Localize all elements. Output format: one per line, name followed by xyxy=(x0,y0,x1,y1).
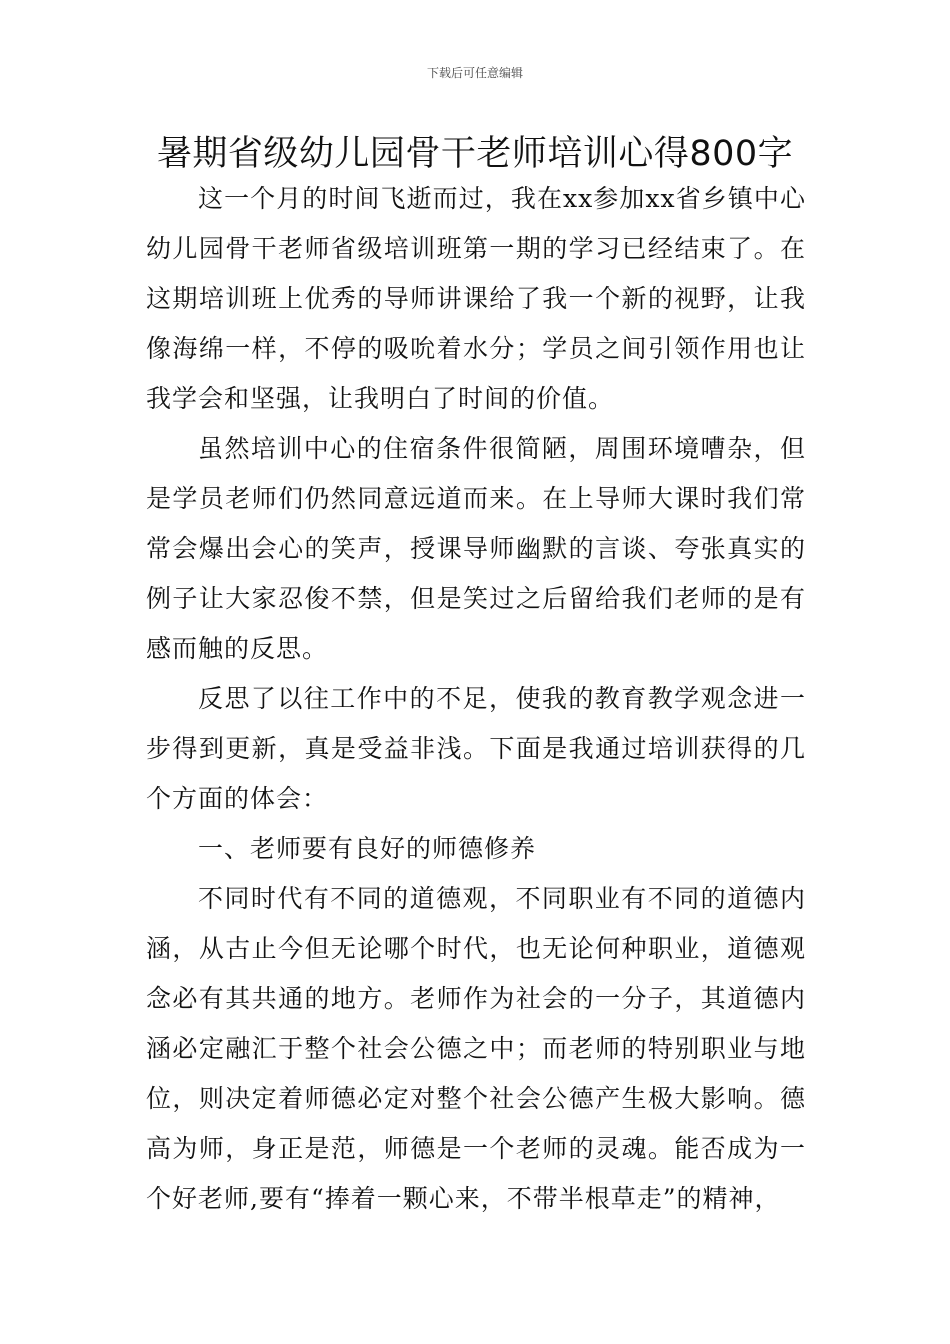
header-note: 下载后可任意编辑 xyxy=(426,66,523,80)
document-title: 暑期省级幼儿园骨干老师培训心得800字 xyxy=(156,134,794,174)
paragraph-2: 虽然培训中心的住宿条件很简陋，周围环境嘈杂，但是学员老师们仍然同意远道而来。在上导师大课时我们常常会爆出会心的笑声，授课导师幽默的言谈、夸张真实的例子让大家忍俊不禁，但是笑过之后留给我们老师的是有感而触的反思。 xyxy=(146,434,806,663)
paragraph-1: 这一个月的时间飞逝而过，我在xx参加xx省乡镇中心幼儿园骨干老师省级培训班第一期的学习已经结束了。在这期培训班上优秀的导师讲课给了我一个新的视野，让我像海绵一样，不停的吸吮着水分；学员之间引领作用也让我学会和坚强，让我明白了时间的价值。 xyxy=(146,184,806,413)
document-body xyxy=(146,174,806,1224)
paragraph-3: 反思了以往工作中的不足，使我的教育教学观念进一步得到更新，真是受益非浅。下面是我通过培训获得的几个方面的体会： xyxy=(146,684,806,813)
paragraph-4: 不同时代有不同的道德观，不同职业有不同的道德内涵，从古止今但无论哪个时代，也无论何种职业，道德观念必有其共通的地方。老师作为社会的一分子，其道德内涵必定融汇于整个社会公德之中；而老师的特别职业与地位，则决定着师德必定对整个社会公德产生极大影响。德高为师，身正是范，师德是一个老师的灵魂。能否成为一个好老师,要有“捧着一颗心来，不带半根草走”的精神， xyxy=(146,884,806,1213)
section-heading-1: 一、老师要有良好的师德修养 xyxy=(198,834,537,863)
